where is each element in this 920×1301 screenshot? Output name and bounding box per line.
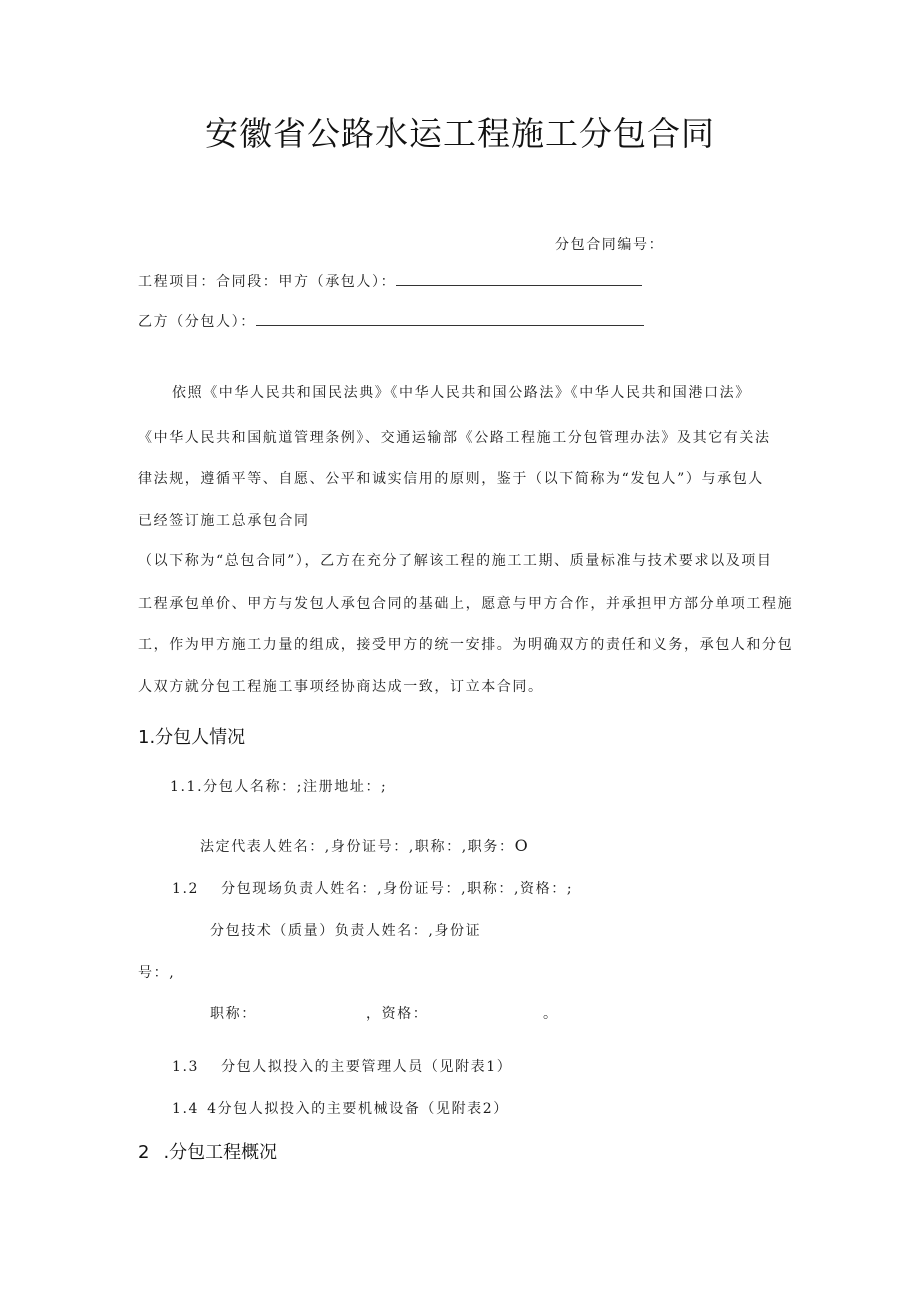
preamble-line-7: 工，作为甲方施工力量的组成，接受甲方的统一安排。为明确双方的责任和义务，承包人和分包 [138,637,794,653]
section-2-title: .分包工程概况 [163,1142,278,1163]
section-1-heading: 1.分包人情况 [138,727,246,748]
title-qualification-end: 。 [543,1006,559,1022]
preamble-line-8: 人双方就分包工程施工事项经协商达成一致，订立本合同。 [138,679,544,695]
contract-number-label: 分包合同编号： [555,237,665,253]
party-b-line [138,311,644,331]
project-line [138,271,642,291]
item-1-3-ref: 1） [486,1059,513,1075]
item-1-1-number: 1.1. [170,779,204,795]
item-1-3-number: 1.3 [172,1059,200,1075]
item-1-3 [172,1056,512,1076]
preamble-line-3: 律法规，遵循平等、自愿、公平和诚实信用的原则，鉴于（以下简称为“发包人”）与承包人 [138,471,764,487]
party-b-label: 乙方（分包人）： [138,314,256,330]
section-2-heading [138,1138,277,1164]
item-1-4 [172,1098,509,1118]
item-1-2-text: 分包现场负责人姓名：,身份证号：,职称：,资格：; [221,881,574,897]
preamble-line-1: 依照《中华人民共和国民法典》《中华人民共和国公路法》《中华人民共和国港口法》 [172,385,751,401]
item-1-3-text: 分包人拟投入的主要管理人员（见附表 [221,1059,487,1075]
legal-rep-text: 法定代表人姓名：,身份证号：,职称：,职务： [200,839,515,855]
page-title: 安徽省公路水运工程施工分包合同 [205,114,715,153]
party-b-blank [256,311,644,326]
item-1-4-text: 4分包人拟投入的主要机械设备（见附表 [207,1101,483,1117]
preamble-line-6: 工程承包单价、甲方与发包人承包合同的基础上，愿意与甲方合作，并承担甲方部分单项工程施 [138,596,794,612]
preamble-line-4: 已经签订施工总承包合同 [138,513,310,529]
qualification-label: ，资格： [366,1006,429,1022]
legal-rep-tail: O [514,836,528,855]
preamble-line-2: 《中华人民共和国航道管理条例》、交通运输部《公路工程施工分包管理办法》及其它有关法 [138,430,771,446]
preamble-line-5: （以下称为“总包合同”），乙方在充分了解该工程的施工工期、质量标准与技术要求以及项目 [138,553,773,569]
section-2-number: 2 [138,1142,150,1163]
item-1-1 [170,776,387,796]
item-1-1-text: 分包人名称：;注册地址：; [203,779,388,795]
party-a-blank [396,271,642,286]
item-1-4-ref: 2） [482,1101,509,1117]
item-1-4-number: 1.4 [172,1101,200,1117]
tech-lead-line: 分包技术（质量）负责人姓名：,身份证 [210,923,482,939]
project-line-label: 工程项目：合同段：甲方（承包人）： [138,274,397,290]
title-qualification-label: 职称： [210,1006,257,1022]
tech-lead-continuation: 号：, [138,965,176,981]
legal-representative-line [200,836,528,856]
item-1-2-number: 1.2 [172,881,200,897]
item-1-2 [172,878,573,898]
